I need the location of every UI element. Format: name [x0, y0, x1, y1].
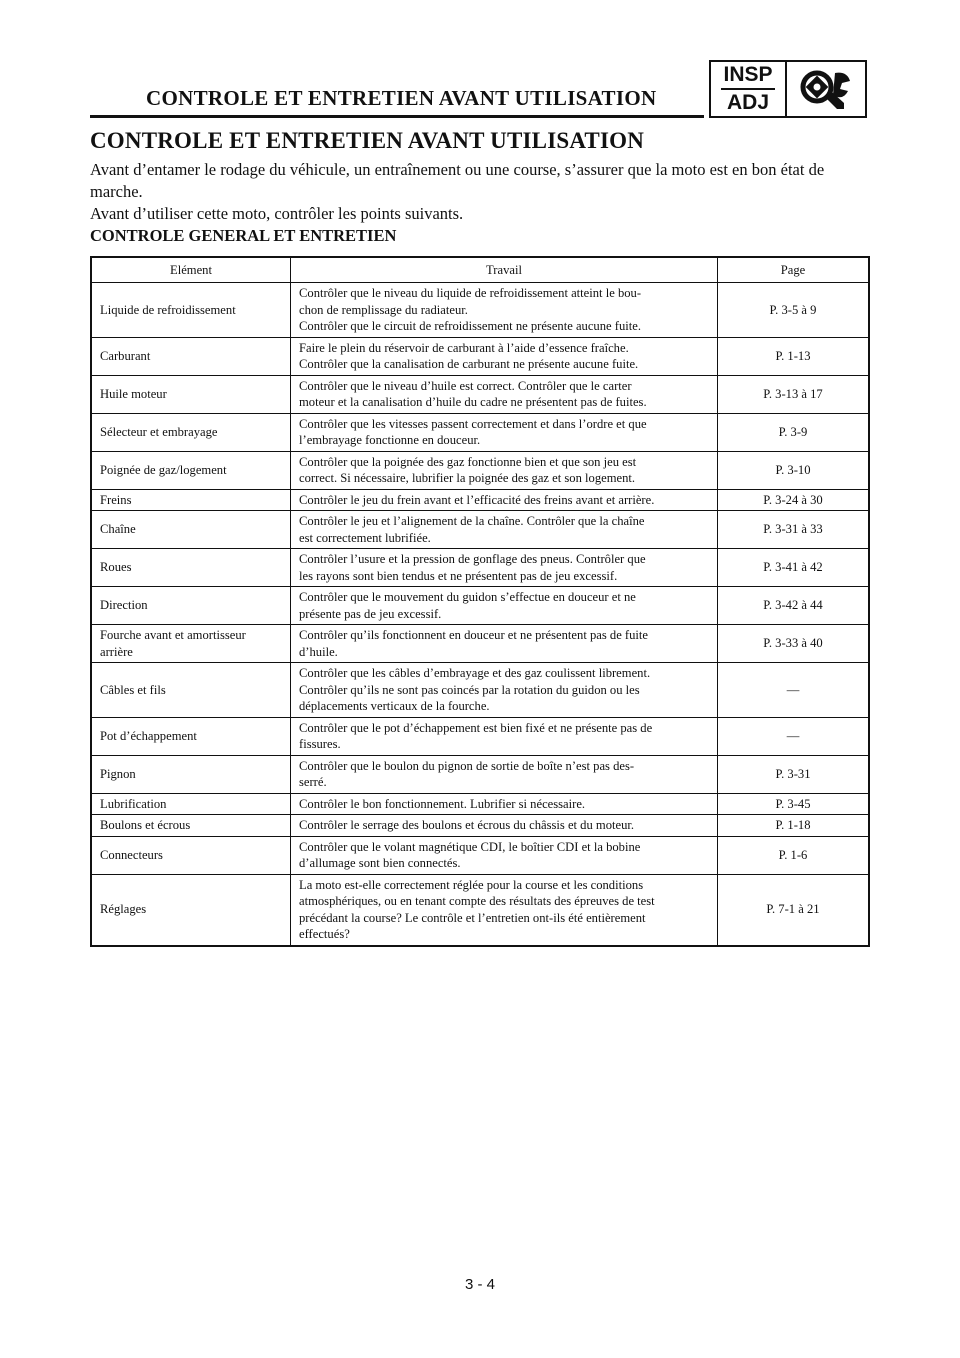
table-row: [91, 549, 869, 587]
table-row: [91, 489, 869, 511]
cell-page: P. 3-13 à 17: [718, 375, 870, 413]
cell-work: Contrôler que le pot d’échappement est bien fixé et ne présente pas de fissures.: [291, 717, 718, 755]
cell-work: Contrôler que les vitesses passent correctement et dans l’ordre et que l’embrayage fonctionne en douceur.: [291, 413, 718, 451]
cell-page: P. 3-24 à 30: [718, 489, 870, 511]
column-header-element: Elément: [91, 257, 291, 283]
header-rule: [90, 115, 704, 118]
table-row: [91, 337, 869, 375]
badge-bottom-text: ADJ: [726, 91, 769, 114]
cell-work: Contrôler que le volant magnétique CDI, le boîtier CDI et la bobine d’allumage sont bien connectés.: [291, 836, 718, 874]
cell-work: Contrôler que le niveau d’huile est correct. Contrôler que le carter moteur et la canalisation d’huile du cadre ne présentent pas de fuites.: [291, 375, 718, 413]
cell-work: Contrôler que le boulon du pignon de sortie de boîte n’est pas des- serré.: [291, 755, 718, 793]
cell-page: P. 3-10: [718, 451, 870, 489]
cell-element: Câbles et fils: [91, 663, 291, 718]
cell-page: P. 3-42 à 44: [718, 587, 870, 625]
table-row: [91, 717, 869, 755]
cell-element: Carburant: [91, 337, 291, 375]
cell-element: Huile moteur: [91, 375, 291, 413]
cell-element: Chaîne: [91, 511, 291, 549]
cell-element: Lubrification: [91, 793, 291, 815]
cell-work: Contrôler le jeu du frein avant et l’efficacité des freins avant et arrière.: [291, 489, 718, 511]
badge-text: [711, 62, 787, 116]
table-row: [91, 413, 869, 451]
cell-work: Contrôler le serrage des boulons et écrous du châssis et du moteur.: [291, 815, 718, 837]
cell-element: Poignée de gaz/logement: [91, 451, 291, 489]
intro-paragraph: Avant d’utiliser cette moto, contrôler les points suivants.: [90, 204, 464, 223]
cell-page: —: [718, 663, 870, 718]
cell-element: Pot d’échappement: [91, 717, 291, 755]
table-row: [91, 874, 869, 946]
cell-element: Réglages: [91, 874, 291, 946]
cell-work: Contrôler que le niveau du liquide de refroidissement atteint le bou- chon de remplissage du radiateur. Contrôler que le circuit de refroidissement ne présente aucune fuite.: [291, 283, 718, 338]
cell-page: —: [718, 717, 870, 755]
cell-page: P. 1-13: [718, 337, 870, 375]
cell-page: P. 3-41 à 42: [718, 549, 870, 587]
intro-paragraph: Avant d’entamer le rodage du véhicule, un entraînement ou une course, s’assurer que la moto est en bon état de marche.: [90, 160, 825, 201]
cell-page: P. 3-31 à 33: [718, 511, 870, 549]
cell-element: Direction: [91, 587, 291, 625]
cell-page: P. 3-31: [718, 755, 870, 793]
cell-page: P. 7-1 à 21: [718, 874, 870, 946]
table-body: [91, 283, 869, 946]
column-header-page: Page: [718, 257, 870, 283]
page-header: [90, 60, 870, 122]
table-row: [91, 815, 869, 837]
cell-element: Sélecteur et embrayage: [91, 413, 291, 451]
table-header-row: [91, 257, 869, 283]
table-row: [91, 375, 869, 413]
table-row: [91, 587, 869, 625]
cell-work: Contrôler qu’ils fonctionnent en douceur et ne présentent pas de fuite d’huile.: [291, 625, 718, 663]
badge-top-text: INSP: [723, 63, 773, 86]
cell-element: Connecteurs: [91, 836, 291, 874]
table-row: [91, 451, 869, 489]
table-row: [91, 663, 869, 718]
cell-element: Boulons et écrous: [91, 815, 291, 837]
cell-work: Contrôler que la poignée des gaz fonctionne bien et que son jeu est correct. Si nécessaire, lubrifier la poignée des gaz et son logement.: [291, 451, 718, 489]
table-row: [91, 836, 869, 874]
insp-adj-badge: [709, 60, 867, 118]
cell-element: Roues: [91, 549, 291, 587]
cell-page: P. 1-18: [718, 815, 870, 837]
cell-work: Contrôler que les câbles d’embrayage et des gaz coulissent librement. Contrôler qu’ils ne sont pas coincés par la rotation du guidon ou les déplacements verticaux de la fourche.: [291, 663, 718, 718]
cell-work: Contrôler le bon fonctionnement. Lubrifier si nécessaire.: [291, 793, 718, 815]
cell-page: P. 3-45: [718, 793, 870, 815]
table-row: [91, 793, 869, 815]
header-title: CONTROLE ET ENTRETIEN AVANT UTILISATION: [146, 86, 657, 110]
table-row: [91, 283, 869, 338]
cell-element: Fourche avant et amortisseur arrière: [91, 625, 291, 663]
column-header-work: Travail: [291, 257, 718, 283]
badge-separator: [721, 88, 775, 90]
cell-work: Contrôler le jeu et l’alignement de la chaîne. Contrôler que la chaîne est correctement lubrifiée.: [291, 511, 718, 549]
cell-page: P. 3-9: [718, 413, 870, 451]
cell-page: P. 3-5 à 9: [718, 283, 870, 338]
cell-work: Faire le plein du réservoir de carburant à l’aide d’essence fraîche. Contrôler que la canalisation de carburant ne présente aucune fuite.: [291, 337, 718, 375]
page-number: 3 - 4: [464, 1276, 495, 1293]
wrench-magnifier-icon: [787, 62, 865, 116]
table-row: [91, 625, 869, 663]
table-row: [91, 511, 869, 549]
maintenance-table: [90, 256, 870, 947]
intro-text: [90, 159, 870, 247]
cell-page: P. 3-33 à 40: [718, 625, 870, 663]
cell-element: Pignon: [91, 755, 291, 793]
cell-element: Liquide de refroidissement: [91, 283, 291, 338]
cell-work: Contrôler l’usure et la pression de gonflage des pneus. Contrôler que les rayons sont bien tendus et ne présentent pas de jeu excessif.: [291, 549, 718, 587]
table-row: [91, 755, 869, 793]
cell-work: Contrôler que le mouvement du guidon s’effectue en douceur et ne présente pas de jeu excessif.: [291, 587, 718, 625]
main-title: CONTROLE ET ENTRETIEN AVANT UTILISATION: [90, 128, 645, 153]
section-title: CONTROLE GENERAL ET ENTRETIEN: [90, 226, 397, 245]
cell-work: La moto est-elle correctement réglée pour la course et les conditions atmosphériques, ou en tenant compte des résultats des épreuves de test précédant la course? Le contrôle et l’entretien ont-ils été entièrement effectués?: [291, 874, 718, 946]
cell-page: P. 1-6: [718, 836, 870, 874]
cell-element: Freins: [91, 489, 291, 511]
